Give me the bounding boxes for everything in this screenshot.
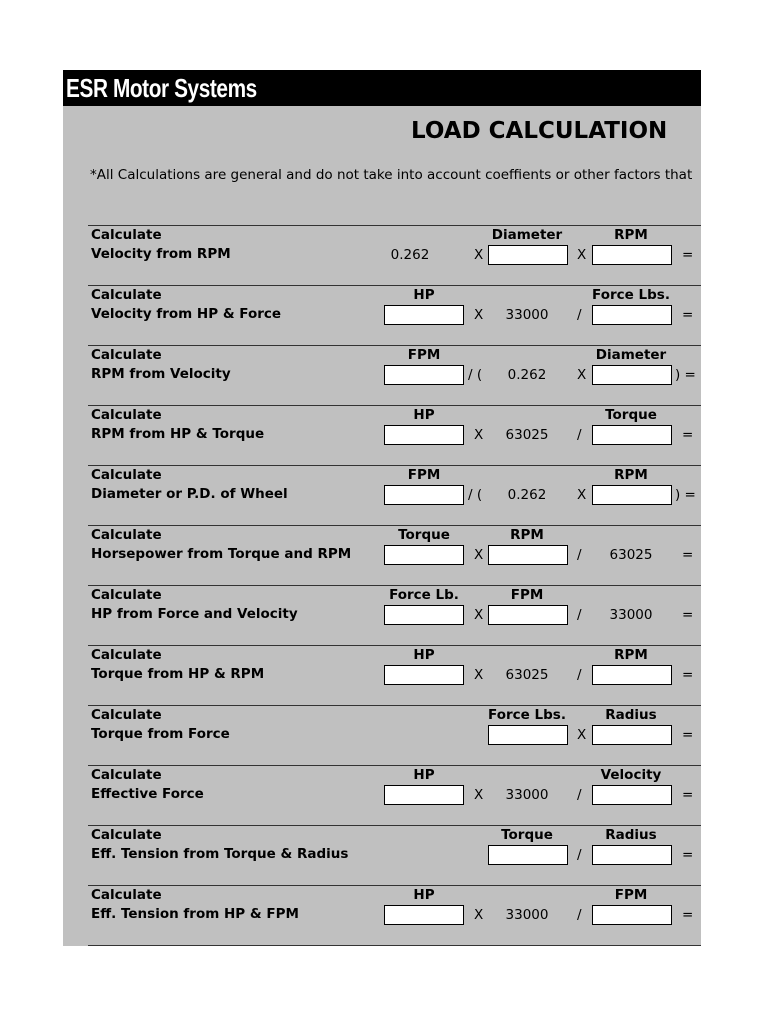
- calc-row-label: RPM from HP & Torque: [91, 426, 265, 442]
- operator: /: [577, 787, 582, 803]
- calc-prefix-label: Calculate: [91, 527, 162, 543]
- operator: X: [577, 487, 587, 503]
- operator: X: [474, 667, 484, 683]
- column-header: HP: [413, 767, 435, 783]
- calc-row: [88, 345, 701, 406]
- calc-row-label: Eff. Tension from Torque & Radius: [91, 846, 349, 862]
- column-header: HP: [413, 647, 435, 663]
- input-field[interactable]: [592, 365, 672, 385]
- constant-value: 63025: [505, 667, 549, 683]
- equals-sign: ) =: [675, 367, 696, 383]
- operator: X: [474, 787, 484, 803]
- input-field[interactable]: [384, 665, 464, 685]
- operator: X: [474, 547, 484, 563]
- input-field[interactable]: [384, 425, 464, 445]
- column-header: Diameter: [491, 227, 563, 243]
- header-bar: [63, 70, 701, 106]
- column-header: Force Lb.: [389, 587, 459, 603]
- column-header: HP: [413, 887, 435, 903]
- calc-prefix-label: Calculate: [91, 467, 162, 483]
- input-field[interactable]: [592, 485, 672, 505]
- input-field[interactable]: [384, 545, 464, 565]
- calc-prefix-label: Calculate: [91, 227, 162, 243]
- operator: X: [577, 727, 587, 743]
- company-name: ESR Motor Systems: [66, 73, 257, 103]
- operator: X: [474, 247, 484, 263]
- calc-row-label: HP from Force and Velocity: [91, 606, 298, 622]
- operator: /: [577, 547, 582, 563]
- equals-sign: =: [682, 787, 694, 803]
- column-header: Torque: [501, 827, 553, 843]
- input-field[interactable]: [592, 245, 672, 265]
- calc-row: [88, 465, 701, 526]
- equals-sign: =: [682, 247, 694, 263]
- equals-sign: =: [682, 907, 694, 923]
- input-field[interactable]: [384, 365, 464, 385]
- input-field[interactable]: [488, 545, 568, 565]
- constant-value: 63025: [609, 547, 653, 563]
- column-header: Force Lbs.: [488, 707, 566, 723]
- constant-value: 63025: [505, 427, 549, 443]
- equals-sign: =: [682, 847, 694, 863]
- column-header: RPM: [614, 227, 648, 243]
- operator: /: [577, 667, 582, 683]
- calc-row: [88, 885, 701, 946]
- operator: /: [577, 847, 582, 863]
- input-field[interactable]: [592, 305, 672, 325]
- input-field[interactable]: [592, 425, 672, 445]
- equals-sign: =: [682, 667, 694, 683]
- calc-prefix-label: Calculate: [91, 407, 162, 423]
- calc-row-label: Effective Force: [91, 786, 204, 802]
- column-header: HP: [413, 407, 435, 423]
- spreadsheet-area: [63, 70, 701, 946]
- constant-value: 0.262: [507, 487, 547, 503]
- operator: X: [474, 907, 484, 923]
- calc-prefix-label: Calculate: [91, 827, 162, 843]
- input-field[interactable]: [384, 485, 464, 505]
- constant-value: 33000: [505, 907, 549, 923]
- input-field[interactable]: [592, 785, 672, 805]
- column-header: Torque: [398, 527, 450, 543]
- input-field[interactable]: [384, 905, 464, 925]
- calc-prefix-label: Calculate: [91, 347, 162, 363]
- input-field[interactable]: [488, 605, 568, 625]
- operator: /: [577, 427, 582, 443]
- constant-value: 0.262: [507, 367, 547, 383]
- calc-row-label: Torque from HP & RPM: [91, 666, 265, 682]
- operator: /: [577, 607, 582, 623]
- calc-row-label: Velocity from RPM: [91, 246, 231, 262]
- calc-row: [88, 705, 701, 766]
- operator: X: [577, 367, 587, 383]
- column-header: FPM: [407, 347, 441, 363]
- input-field[interactable]: [592, 725, 672, 745]
- calc-prefix-label: Calculate: [91, 887, 162, 903]
- column-header: Radius: [605, 707, 657, 723]
- column-header: HP: [413, 287, 435, 303]
- calc-row: [88, 645, 701, 706]
- column-header: Velocity: [600, 767, 662, 783]
- equals-sign: ) =: [675, 487, 696, 503]
- input-field[interactable]: [592, 845, 672, 865]
- input-field[interactable]: [384, 305, 464, 325]
- calc-row-label: Diameter or P.D. of Wheel: [91, 486, 288, 502]
- operator: /: [577, 307, 582, 323]
- calc-prefix-label: Calculate: [91, 767, 162, 783]
- equals-sign: =: [682, 547, 694, 563]
- calc-prefix-label: Calculate: [91, 587, 162, 603]
- input-field[interactable]: [384, 605, 464, 625]
- constant-value: 33000: [505, 787, 549, 803]
- calc-prefix-label: Calculate: [91, 707, 162, 723]
- calc-row-label: Eff. Tension from HP & FPM: [91, 906, 299, 922]
- calc-row-label: Horsepower from Torque and RPM: [91, 546, 352, 562]
- calc-row: [88, 765, 701, 826]
- column-header: Torque: [605, 407, 657, 423]
- bottom-rule: [88, 945, 701, 946]
- constant-value: 33000: [609, 607, 653, 623]
- equals-sign: =: [682, 727, 694, 743]
- operator: X: [474, 607, 484, 623]
- calc-prefix-label: Calculate: [91, 287, 162, 303]
- calc-row: [88, 225, 701, 286]
- input-field[interactable]: [592, 905, 672, 925]
- disclaimer-note: *All Calculations are general and do not take into account coeffients or other factors that: [90, 167, 693, 183]
- column-header: FPM: [510, 587, 544, 603]
- calc-row: [88, 525, 701, 586]
- input-field[interactable]: [592, 665, 672, 685]
- column-header: FPM: [407, 467, 441, 483]
- equals-sign: =: [682, 607, 694, 623]
- calc-prefix-label: Calculate: [91, 647, 162, 663]
- calc-row: [88, 405, 701, 466]
- operator: X: [474, 427, 484, 443]
- calc-row-label: RPM from Velocity: [91, 366, 231, 382]
- operator: / (: [468, 487, 483, 503]
- column-header: Force Lbs.: [592, 287, 670, 303]
- operator: / (: [468, 367, 483, 383]
- calc-row: [88, 285, 701, 346]
- operator: X: [577, 247, 587, 263]
- column-header: RPM: [614, 467, 648, 483]
- input-field[interactable]: [384, 785, 464, 805]
- constant-value: 0.262: [390, 247, 430, 263]
- calc-row-label: Velocity from HP & Force: [91, 306, 282, 322]
- column-header: Radius: [605, 827, 657, 843]
- operator: /: [577, 907, 582, 923]
- page-title: LOAD CALCULATION: [411, 118, 668, 144]
- calc-row: [88, 585, 701, 646]
- input-field[interactable]: [488, 845, 568, 865]
- calc-row-label: Torque from Force: [91, 726, 230, 742]
- column-header: Diameter: [595, 347, 667, 363]
- input-field[interactable]: [488, 245, 568, 265]
- operator: X: [474, 307, 484, 323]
- column-header: RPM: [614, 647, 648, 663]
- equals-sign: =: [682, 307, 694, 323]
- column-header: FPM: [614, 887, 648, 903]
- equals-sign: =: [682, 427, 694, 443]
- input-field[interactable]: [488, 725, 568, 745]
- calc-row: [88, 825, 701, 886]
- column-header: RPM: [510, 527, 544, 543]
- constant-value: 33000: [505, 307, 549, 323]
